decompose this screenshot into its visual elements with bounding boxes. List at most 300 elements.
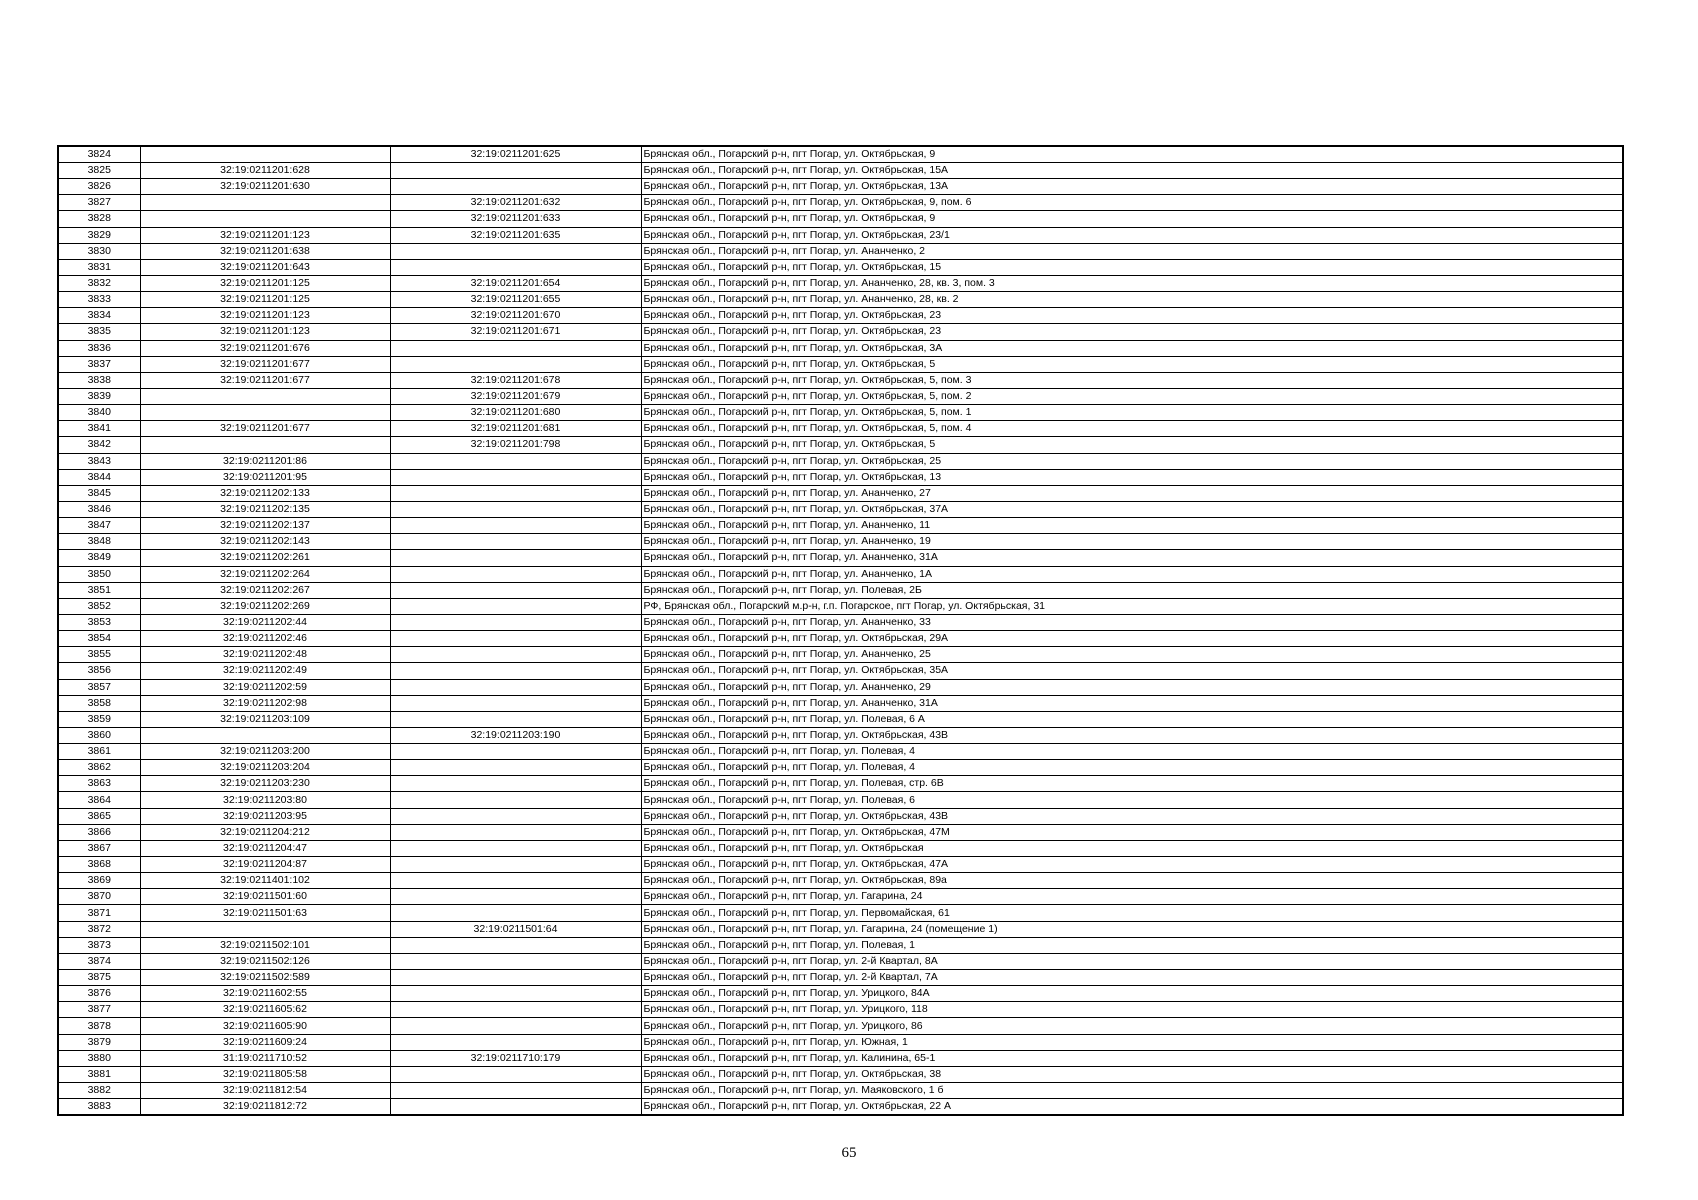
address-cell: Брянская обл., Погарский р-н, пгт Погар, ул. Октябрьская, 38 <box>641 1066 1623 1082</box>
object-number-cell <box>390 485 641 501</box>
object-number-cell <box>390 905 641 921</box>
table-row <box>58 550 1623 566</box>
row-number-cell: 3834 <box>58 308 140 324</box>
row-number-cell: 3874 <box>58 953 140 969</box>
table-row <box>58 372 1623 388</box>
address-cell: Брянская обл., Погарский р-н, пгт Погар, ул. Гагарина, 24 (помещение 1) <box>641 921 1623 937</box>
parcel-number-cell: 32:19:0211201:630 <box>140 179 390 195</box>
parcel-number-cell: 32:19:0211805:58 <box>140 1066 390 1082</box>
address-cell: Брянская обл., Погарский р-н, пгт Погар, ул. 2-й Квартал, 8А <box>641 953 1623 969</box>
object-number-cell: 32:19:0211203:190 <box>390 727 641 743</box>
object-number-cell: 32:19:0211201:681 <box>390 421 641 437</box>
table-row <box>58 905 1623 921</box>
parcel-number-cell: 32:19:0211812:72 <box>140 1099 390 1116</box>
parcel-number-cell: 32:19:0211201:95 <box>140 469 390 485</box>
row-number-cell: 3864 <box>58 792 140 808</box>
parcel-number-cell: 32:19:0211202:143 <box>140 534 390 550</box>
address-cell: Брянская обл., Погарский р-н, пгт Погар, ул. Октябрьская, 5, пом. 1 <box>641 405 1623 421</box>
address-cell: Брянская обл., Погарский р-н, пгт Погар, ул. Ананченко, 28, кв. 3, пом. 3 <box>641 275 1623 291</box>
table-row <box>58 970 1623 986</box>
address-cell: Брянская обл., Погарский р-н, пгт Погар, ул. Ананченко, 1А <box>641 566 1623 582</box>
object-number-cell <box>390 711 641 727</box>
object-number-cell <box>390 631 641 647</box>
row-number-cell: 3843 <box>58 453 140 469</box>
parcel-number-cell: 32:19:0211202:261 <box>140 550 390 566</box>
row-number-cell: 3838 <box>58 372 140 388</box>
row-number-cell: 3855 <box>58 647 140 663</box>
address-cell: Брянская обл., Погарский р-н, пгт Погар, ул. Октябрьская, 25 <box>641 453 1623 469</box>
parcel-number-cell: 32:19:0211202:267 <box>140 582 390 598</box>
row-number-cell: 3848 <box>58 534 140 550</box>
object-number-cell: 32:19:0211201:798 <box>390 437 641 453</box>
object-number-cell <box>390 986 641 1002</box>
object-number-cell <box>390 744 641 760</box>
table-row <box>58 437 1623 453</box>
address-cell: Брянская обл., Погарский р-н, пгт Погар, ул. Ананченко, 29 <box>641 679 1623 695</box>
parcel-number-cell: 32:19:0211202:98 <box>140 695 390 711</box>
table-row <box>58 292 1623 308</box>
object-number-cell: 32:19:0211201:671 <box>390 324 641 340</box>
parcel-number-cell: 32:19:0211203:200 <box>140 744 390 760</box>
object-number-cell <box>390 1034 641 1050</box>
object-number-cell: 32:19:0211201:635 <box>390 227 641 243</box>
row-number-cell: 3857 <box>58 679 140 695</box>
parcel-number-cell: 32:19:0211501:60 <box>140 889 390 905</box>
table-row <box>58 405 1623 421</box>
table-row <box>58 792 1623 808</box>
row-number-cell: 3879 <box>58 1034 140 1050</box>
parcel-number-cell <box>140 437 390 453</box>
table-row <box>58 534 1623 550</box>
row-number-cell: 3878 <box>58 1018 140 1034</box>
address-cell: Брянская обл., Погарский р-н, пгт Погар, ул. Октябрьская, 23 <box>641 324 1623 340</box>
row-number-cell: 3870 <box>58 889 140 905</box>
address-cell: Брянская обл., Погарский р-н, пгт Погар, ул. Полевая, 6 <box>641 792 1623 808</box>
address-cell: Брянская обл., Погарский р-н, пгт Погар, ул. Полевая, 1 <box>641 937 1623 953</box>
address-cell: Брянская обл., Погарский р-н, пгт Погар, ул. Октябрьская, 22 А <box>641 1099 1623 1116</box>
row-number-cell: 3861 <box>58 744 140 760</box>
object-number-cell <box>390 663 641 679</box>
row-number-cell: 3844 <box>58 469 140 485</box>
table-row <box>58 695 1623 711</box>
parcel-number-cell <box>140 388 390 404</box>
address-cell: Брянская обл., Погарский р-н, пгт Погар, ул. Первомайская, 61 <box>641 905 1623 921</box>
row-number-cell: 3840 <box>58 405 140 421</box>
address-cell: Брянская обл., Погарский р-н, пгт Погар, ул. Октябрьская, 43В <box>641 727 1623 743</box>
row-number-cell: 3842 <box>58 437 140 453</box>
object-number-cell: 32:19:0211201:680 <box>390 405 641 421</box>
row-number-cell: 3872 <box>58 921 140 937</box>
table-row <box>58 647 1623 663</box>
table-row <box>58 840 1623 856</box>
object-number-cell <box>390 792 641 808</box>
object-number-cell <box>390 970 641 986</box>
object-number-cell <box>390 840 641 856</box>
parcel-number-cell: 32:19:0211502:101 <box>140 937 390 953</box>
row-number-cell: 3873 <box>58 937 140 953</box>
parcel-number-cell: 32:19:0211201:123 <box>140 308 390 324</box>
table-row <box>58 873 1623 889</box>
row-number-cell: 3839 <box>58 388 140 404</box>
parcel-number-cell: 32:19:0211605:90 <box>140 1018 390 1034</box>
row-number-cell: 3868 <box>58 857 140 873</box>
table-row <box>58 275 1623 291</box>
parcel-number-cell: 32:19:0211202:137 <box>140 518 390 534</box>
row-number-cell: 3876 <box>58 986 140 1002</box>
table-row <box>58 1066 1623 1082</box>
table-row <box>58 679 1623 695</box>
address-cell: Брянская обл., Погарский р-н, пгт Погар, ул. Октябрьская, 9, пом. 6 <box>641 195 1623 211</box>
table-row <box>58 582 1623 598</box>
row-number-cell: 3853 <box>58 614 140 630</box>
parcel-number-cell: 32:19:0211203:230 <box>140 776 390 792</box>
row-number-cell: 3824 <box>58 146 140 163</box>
object-number-cell: 32:19:0211501:64 <box>390 921 641 937</box>
parcel-number-cell: 32:19:0211204:47 <box>140 840 390 856</box>
object-number-cell: 32:19:0211201:655 <box>390 292 641 308</box>
parcel-number-cell: 32:19:0211501:63 <box>140 905 390 921</box>
object-number-cell <box>390 356 641 372</box>
object-number-cell: 32:19:0211201:679 <box>390 388 641 404</box>
row-number-cell: 3847 <box>58 518 140 534</box>
object-number-cell: 32:19:0211710:179 <box>390 1050 641 1066</box>
object-number-cell <box>390 647 641 663</box>
table-row <box>58 356 1623 372</box>
parcel-number-cell: 32:19:0211201:628 <box>140 163 390 179</box>
parcel-number-cell: 32:19:0211201:123 <box>140 227 390 243</box>
object-number-cell <box>390 550 641 566</box>
cadastral-table <box>57 145 1624 1116</box>
parcel-number-cell: 32:19:0211202:135 <box>140 501 390 517</box>
table-row <box>58 598 1623 614</box>
row-number-cell: 3863 <box>58 776 140 792</box>
parcel-number-cell: 32:19:0211201:125 <box>140 292 390 308</box>
row-number-cell: 3852 <box>58 598 140 614</box>
address-cell: Брянская обл., Погарский р-н, пгт Погар, ул. Урицкого, 86 <box>641 1018 1623 1034</box>
table-row <box>58 744 1623 760</box>
table-row <box>58 1099 1623 1116</box>
row-number-cell: 3875 <box>58 970 140 986</box>
table-row <box>58 953 1623 969</box>
cadastral-table-body <box>58 146 1623 1115</box>
table-row <box>58 1034 1623 1050</box>
object-number-cell <box>390 824 641 840</box>
address-cell: Брянская обл., Погарский р-н, пгт Погар, ул. Полевая, 4 <box>641 744 1623 760</box>
address-cell: Брянская обл., Погарский р-н, пгт Погар, ул. Ананченко, 25 <box>641 647 1623 663</box>
parcel-number-cell: 32:19:0211201:123 <box>140 324 390 340</box>
address-cell: Брянская обл., Погарский р-н, пгт Погар, ул. Октябрьская, 23 <box>641 308 1623 324</box>
object-number-cell <box>390 1066 641 1082</box>
parcel-number-cell: 32:19:0211201:125 <box>140 275 390 291</box>
row-number-cell: 3829 <box>58 227 140 243</box>
table-row <box>58 485 1623 501</box>
table-row <box>58 986 1623 1002</box>
row-number-cell: 3828 <box>58 211 140 227</box>
parcel-number-cell: 32:19:0211201:643 <box>140 259 390 275</box>
address-cell: Брянская обл., Погарский р-н, пгт Погар, ул. Полевая, стр. 6В <box>641 776 1623 792</box>
row-number-cell: 3881 <box>58 1066 140 1082</box>
object-number-cell <box>390 614 641 630</box>
table-row <box>58 308 1623 324</box>
address-cell: Брянская обл., Погарский р-н, пгт Погар, ул. 2-й Квартал, 7А <box>641 970 1623 986</box>
address-cell: Брянская обл., Погарский р-н, пгт Погар, ул. Октябрьская, 29А <box>641 631 1623 647</box>
parcel-number-cell: 32:19:0211201:676 <box>140 340 390 356</box>
parcel-number-cell: 32:19:0211202:59 <box>140 679 390 695</box>
parcel-number-cell: 32:19:0211609:24 <box>140 1034 390 1050</box>
object-number-cell <box>390 1018 641 1034</box>
address-cell: Брянская обл., Погарский р-н, пгт Погар, ул. Октябрьская, 5, пом. 3 <box>641 372 1623 388</box>
row-number-cell: 3851 <box>58 582 140 598</box>
row-number-cell: 3869 <box>58 873 140 889</box>
address-cell: Брянская обл., Погарский р-н, пгт Погар, ул. Октябрьская, 5, пом. 2 <box>641 388 1623 404</box>
object-number-cell <box>390 534 641 550</box>
object-number-cell <box>390 679 641 695</box>
address-cell: Брянская обл., Погарский р-н, пгт Погар, ул. Октябрьская, 5 <box>641 356 1623 372</box>
parcel-number-cell: 32:19:0211202:49 <box>140 663 390 679</box>
object-number-cell <box>390 340 641 356</box>
address-cell: Брянская обл., Погарский р-н, пгт Погар, ул. Урицкого, 118 <box>641 1002 1623 1018</box>
table-row <box>58 808 1623 824</box>
row-number-cell: 3860 <box>58 727 140 743</box>
address-cell: Брянская обл., Погарский р-н, пгт Погар, ул. Октябрьская <box>641 840 1623 856</box>
row-number-cell: 3836 <box>58 340 140 356</box>
row-number-cell: 3845 <box>58 485 140 501</box>
row-number-cell: 3865 <box>58 808 140 824</box>
object-number-cell <box>390 695 641 711</box>
table-row <box>58 760 1623 776</box>
address-cell: Брянская обл., Погарский р-н, пгт Погар, ул. Урицкого, 84А <box>641 986 1623 1002</box>
row-number-cell: 3830 <box>58 243 140 259</box>
address-cell: Брянская обл., Погарский р-н, пгт Погар, ул. Октябрьская, 3А <box>641 340 1623 356</box>
row-number-cell: 3880 <box>58 1050 140 1066</box>
address-cell: Брянская обл., Погарский р-н, пгт Погар, ул. Ананченко, 2 <box>641 243 1623 259</box>
table-row <box>58 1018 1623 1034</box>
address-cell: Брянская обл., Погарский р-н, пгт Погар, ул. Октябрьская, 37А <box>641 501 1623 517</box>
row-number-cell: 3854 <box>58 631 140 647</box>
row-number-cell: 3871 <box>58 905 140 921</box>
address-cell: Брянская обл., Погарский р-н, пгт Погар, ул. Ананченко, 19 <box>641 534 1623 550</box>
parcel-number-cell: 32:19:0211401:102 <box>140 873 390 889</box>
parcel-number-cell: 32:19:0211202:264 <box>140 566 390 582</box>
table-row <box>58 1083 1623 1099</box>
object-number-cell <box>390 163 641 179</box>
object-number-cell <box>390 889 641 905</box>
address-cell: Брянская обл., Погарский р-н, пгт Погар, ул. Октябрьская, 13 <box>641 469 1623 485</box>
parcel-number-cell: 32:19:0211203:95 <box>140 808 390 824</box>
address-cell: Брянская обл., Погарский р-н, пгт Погар, ул. Ананченко, 11 <box>641 518 1623 534</box>
row-number-cell: 3833 <box>58 292 140 308</box>
parcel-number-cell <box>140 195 390 211</box>
address-cell: Брянская обл., Погарский р-н, пгт Погар, ул. Октябрьская, 47А <box>641 857 1623 873</box>
address-cell: Брянская обл., Погарский р-н, пгт Погар, ул. Ананченко, 28, кв. 2 <box>641 292 1623 308</box>
row-number-cell: 3850 <box>58 566 140 582</box>
object-number-cell <box>390 469 641 485</box>
table-row <box>58 469 1623 485</box>
parcel-number-cell: 32:19:0211202:44 <box>140 614 390 630</box>
object-number-cell <box>390 808 641 824</box>
address-cell: Брянская обл., Погарский р-н, пгт Погар, ул. Ананченко, 33 <box>641 614 1623 630</box>
object-number-cell <box>390 953 641 969</box>
address-cell: Брянская обл., Погарский р-н, пгт Погар, ул. Октябрьская, 13А <box>641 179 1623 195</box>
object-number-cell <box>390 259 641 275</box>
object-number-cell <box>390 857 641 873</box>
parcel-number-cell: 32:19:0211203:204 <box>140 760 390 776</box>
parcel-number-cell: 32:19:0211201:677 <box>140 372 390 388</box>
address-cell: Брянская обл., Погарский р-н, пгт Погар, ул. Октябрьская, 9 <box>641 211 1623 227</box>
row-number-cell: 3849 <box>58 550 140 566</box>
parcel-number-cell <box>140 146 390 163</box>
table-row <box>58 179 1623 195</box>
object-number-cell: 32:19:0211201:633 <box>390 211 641 227</box>
table-row <box>58 889 1623 905</box>
page-number: 65 <box>841 1145 857 1161</box>
object-number-cell <box>390 566 641 582</box>
table-row <box>58 857 1623 873</box>
table-row <box>58 824 1623 840</box>
table-row <box>58 727 1623 743</box>
row-number-cell: 3858 <box>58 695 140 711</box>
parcel-number-cell <box>140 211 390 227</box>
object-number-cell <box>390 598 641 614</box>
object-number-cell <box>390 582 641 598</box>
parcel-number-cell <box>140 727 390 743</box>
address-cell: Брянская обл., Погарский р-н, пгт Погар, ул. Гагарина, 24 <box>641 889 1623 905</box>
object-number-cell <box>390 1083 641 1099</box>
parcel-number-cell: 32:19:0211605:62 <box>140 1002 390 1018</box>
address-cell: Брянская обл., Погарский р-н, пгт Погар, ул. Ананченко, 31А <box>641 695 1623 711</box>
row-number-cell: 3846 <box>58 501 140 517</box>
object-number-cell <box>390 937 641 953</box>
table-row <box>58 663 1623 679</box>
table-row <box>58 421 1623 437</box>
object-number-cell: 32:19:0211201:670 <box>390 308 641 324</box>
table-row <box>58 227 1623 243</box>
parcel-number-cell: 32:19:0211203:109 <box>140 711 390 727</box>
parcel-number-cell: 32:19:0211201:86 <box>140 453 390 469</box>
row-number-cell: 3827 <box>58 195 140 211</box>
address-cell: Брянская обл., Погарский р-н, пгт Погар, ул. Октябрьская, 89а <box>641 873 1623 889</box>
table-row <box>58 1050 1623 1066</box>
table-row <box>58 324 1623 340</box>
object-number-cell <box>390 760 641 776</box>
parcel-number-cell: 32:19:0211202:133 <box>140 485 390 501</box>
address-cell: Брянская обл., Погарский р-н, пгт Погар, ул. Октябрьская, 9 <box>641 146 1623 163</box>
parcel-number-cell: 32:19:0211202:269 <box>140 598 390 614</box>
object-number-cell: 32:19:0211201:654 <box>390 275 641 291</box>
object-number-cell <box>390 179 641 195</box>
parcel-number-cell: 32:19:0211201:638 <box>140 243 390 259</box>
object-number-cell <box>390 873 641 889</box>
address-cell: Брянская обл., Погарский р-н, пгт Погар, ул. Ананченко, 31А <box>641 550 1623 566</box>
table-row <box>58 937 1623 953</box>
row-number-cell: 3831 <box>58 259 140 275</box>
parcel-number-cell: 32:19:0211202:48 <box>140 647 390 663</box>
object-number-cell <box>390 518 641 534</box>
object-number-cell <box>390 1099 641 1116</box>
object-number-cell: 32:19:0211201:678 <box>390 372 641 388</box>
table-row <box>58 1002 1623 1018</box>
parcel-number-cell: 32:19:0211602:55 <box>140 986 390 1002</box>
table-row <box>58 243 1623 259</box>
row-number-cell: 3859 <box>58 711 140 727</box>
table-row <box>58 211 1623 227</box>
table-row <box>58 776 1623 792</box>
row-number-cell: 3866 <box>58 824 140 840</box>
address-cell: Брянская обл., Погарский р-н, пгт Погар, ул. Маяковского, 1 б <box>641 1083 1623 1099</box>
row-number-cell: 3856 <box>58 663 140 679</box>
table-row <box>58 921 1623 937</box>
address-cell: Брянская обл., Погарский р-н, пгт Погар, ул. Октябрьская, 47М <box>641 824 1623 840</box>
object-number-cell: 32:19:0211201:625 <box>390 146 641 163</box>
parcel-number-cell: 32:19:0211502:589 <box>140 970 390 986</box>
parcel-number-cell: 32:19:0211204:87 <box>140 857 390 873</box>
table-row <box>58 388 1623 404</box>
row-number-cell: 3825 <box>58 163 140 179</box>
parcel-number-cell: 32:19:0211812:54 <box>140 1083 390 1099</box>
row-number-cell: 3862 <box>58 760 140 776</box>
table-row <box>58 259 1623 275</box>
object-number-cell <box>390 776 641 792</box>
table-row <box>58 163 1623 179</box>
table-row <box>58 518 1623 534</box>
row-number-cell: 3883 <box>58 1099 140 1116</box>
address-cell: Брянская обл., Погарский р-н, пгт Погар, ул. Калинина, 65-1 <box>641 1050 1623 1066</box>
row-number-cell: 3841 <box>58 421 140 437</box>
table-row <box>58 711 1623 727</box>
row-number-cell: 3837 <box>58 356 140 372</box>
table-row <box>58 195 1623 211</box>
table-row <box>58 453 1623 469</box>
object-number-cell <box>390 501 641 517</box>
row-number-cell: 3882 <box>58 1083 140 1099</box>
table-row <box>58 614 1623 630</box>
address-cell: Брянская обл., Погарский р-н, пгт Погар, ул. Октябрьская, 15 <box>641 259 1623 275</box>
address-cell: Брянская обл., Погарский р-н, пгт Погар, ул. Октябрьская, 35А <box>641 663 1623 679</box>
parcel-number-cell: 32:19:0211203:80 <box>140 792 390 808</box>
address-cell: Брянская обл., Погарский р-н, пгт Погар, ул. Полевая, 4 <box>641 760 1623 776</box>
address-cell: Брянская обл., Погарский р-н, пгт Погар, ул. Октябрьская, 15А <box>641 163 1623 179</box>
object-number-cell <box>390 1002 641 1018</box>
address-cell: Брянская обл., Погарский р-н, пгт Погар, ул. Полевая, 6 А <box>641 711 1623 727</box>
address-cell: РФ, Брянская обл., Погарский м.р-н, г.п. Погарское, пгт Погар, ул. Октябрьская, 31 <box>641 598 1623 614</box>
address-cell: Брянская обл., Погарский р-н, пгт Погар, ул. Октябрьская, 5, пом. 4 <box>641 421 1623 437</box>
table-row <box>58 146 1623 163</box>
parcel-number-cell: 32:19:0211502:126 <box>140 953 390 969</box>
parcel-number-cell: 32:19:0211201:677 <box>140 356 390 372</box>
object-number-cell <box>390 243 641 259</box>
parcel-number-cell <box>140 405 390 421</box>
parcel-number-cell: 32:19:0211204:212 <box>140 824 390 840</box>
parcel-number-cell: 32:19:0211201:677 <box>140 421 390 437</box>
parcel-number-cell <box>140 921 390 937</box>
row-number-cell: 3877 <box>58 1002 140 1018</box>
object-number-cell <box>390 453 641 469</box>
row-number-cell: 3826 <box>58 179 140 195</box>
row-number-cell: 3835 <box>58 324 140 340</box>
table-row <box>58 566 1623 582</box>
address-cell: Брянская обл., Погарский р-н, пгт Погар, ул. Ананченко, 27 <box>641 485 1623 501</box>
table-row <box>58 340 1623 356</box>
row-number-cell: 3832 <box>58 275 140 291</box>
parcel-number-cell: 31:19:0211710:52 <box>140 1050 390 1066</box>
address-cell: Брянская обл., Погарский р-н, пгт Погар, ул. Полевая, 2Б <box>641 582 1623 598</box>
address-cell: Брянская обл., Погарский р-н, пгт Погар, ул. Южная, 1 <box>641 1034 1623 1050</box>
address-cell: Брянская обл., Погарский р-н, пгт Погар, ул. Октябрьская, 23/1 <box>641 227 1623 243</box>
address-cell: Брянская обл., Погарский р-н, пгт Погар, ул. Октябрьская, 5 <box>641 437 1623 453</box>
table-row <box>58 631 1623 647</box>
address-cell: Брянская обл., Погарский р-н, пгт Погар, ул. Октябрьская, 43В <box>641 808 1623 824</box>
row-number-cell: 3867 <box>58 840 140 856</box>
